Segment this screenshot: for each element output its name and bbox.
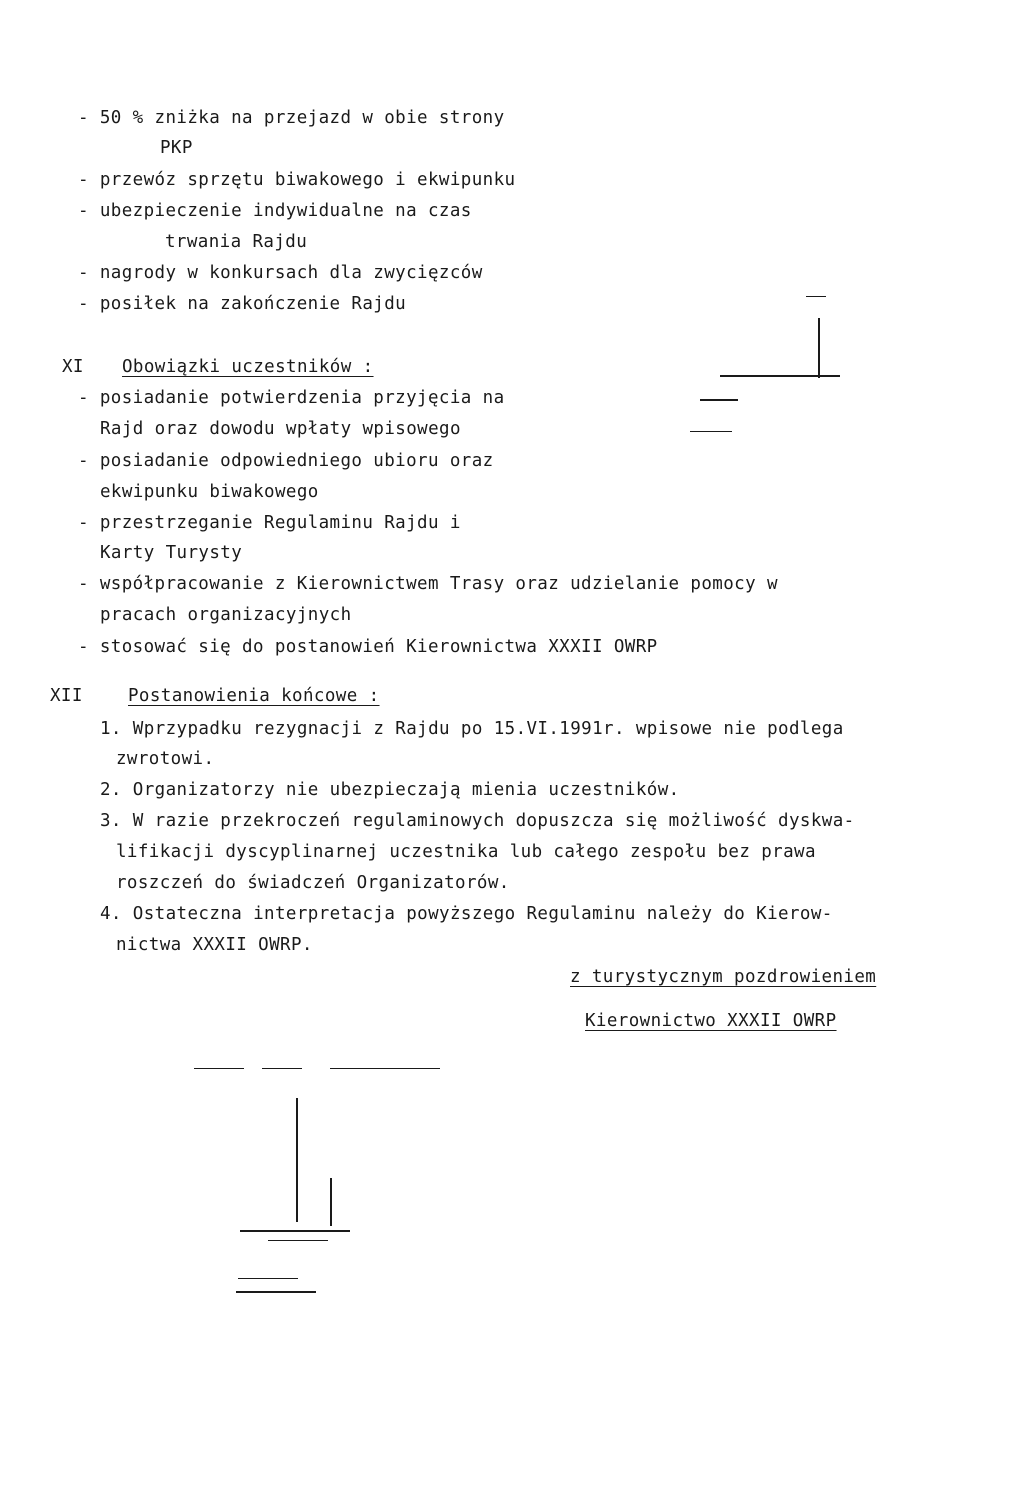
section-12-line: zwrotowi.: [116, 749, 215, 769]
section-12-line: 1. Wprzypadku rezygnacji z Rajdu po 15.VI.1991r. wpisowe nie podlega: [100, 719, 844, 739]
section-12-line: nictwa XXXII OWRP.: [116, 935, 313, 955]
section-11-line: - współpracowanie z Kierownictwem Trasy oraz udzielanie pomocy w: [78, 574, 778, 594]
section-12-heading: Postanowienia końcowe :: [128, 686, 380, 706]
section-12-line: 2. Organizatorzy nie ubezpieczają mienia uczestników.: [100, 780, 680, 800]
section-11-line: ekwipunku biwakowego: [100, 482, 319, 502]
section-12-line: lifikacji dyscyplinarnej uczestnika lub całego zespołu bez prawa: [116, 842, 816, 862]
benefit-line: - ubezpieczenie indywidualne na czas: [78, 201, 472, 221]
section-11-line: - posiadanie odpowiedniego ubioru oraz: [78, 451, 494, 471]
section-11-line: Karty Turysty: [100, 543, 243, 563]
section-11-line: - przestrzeganie Regulaminu Rajdu i: [78, 513, 461, 533]
benefit-line: PKP: [160, 138, 193, 158]
section-11-line: - stosować się do postanowień Kierownictwa XXXII OWRP: [78, 637, 658, 657]
section-11-line: Rajd oraz dowodu wpłaty wpisowego: [100, 419, 461, 439]
section-11-number: XI: [62, 357, 84, 377]
section-12-line: 3. W razie przekroczeń regulaminowych dopuszcza się możliwość dyskwa-: [100, 811, 855, 831]
benefit-line: - 50 % zniżka na przejazd w obie strony: [78, 108, 505, 128]
section-12-line: roszczeń do świadczeń Organizatorów.: [116, 873, 510, 893]
section-12-number: XII: [50, 686, 83, 706]
closing-greeting: z turystycznym pozdrowieniem: [570, 967, 877, 987]
section-11-heading: Obowiązki uczestników :: [122, 357, 374, 377]
benefit-line: - przewóz sprzętu biwakowego i ekwipunku: [78, 170, 516, 190]
benefit-line: trwania Rajdu: [165, 232, 308, 252]
benefit-line: - posiłek na zakończenie Rajdu: [78, 294, 407, 314]
benefit-line: - nagrody w konkursach dla zwycięzców: [78, 263, 483, 283]
section-11-line: pracach organizacyjnych: [100, 605, 352, 625]
section-12-line: 4. Ostateczna interpretacja powyższego Regulaminu należy do Kierow-: [100, 904, 833, 924]
section-11-line: - posiadanie potwierdzenia przyjęcia na: [78, 388, 505, 408]
closing-signature: Kierownictwo XXXII OWRP: [585, 1011, 837, 1031]
